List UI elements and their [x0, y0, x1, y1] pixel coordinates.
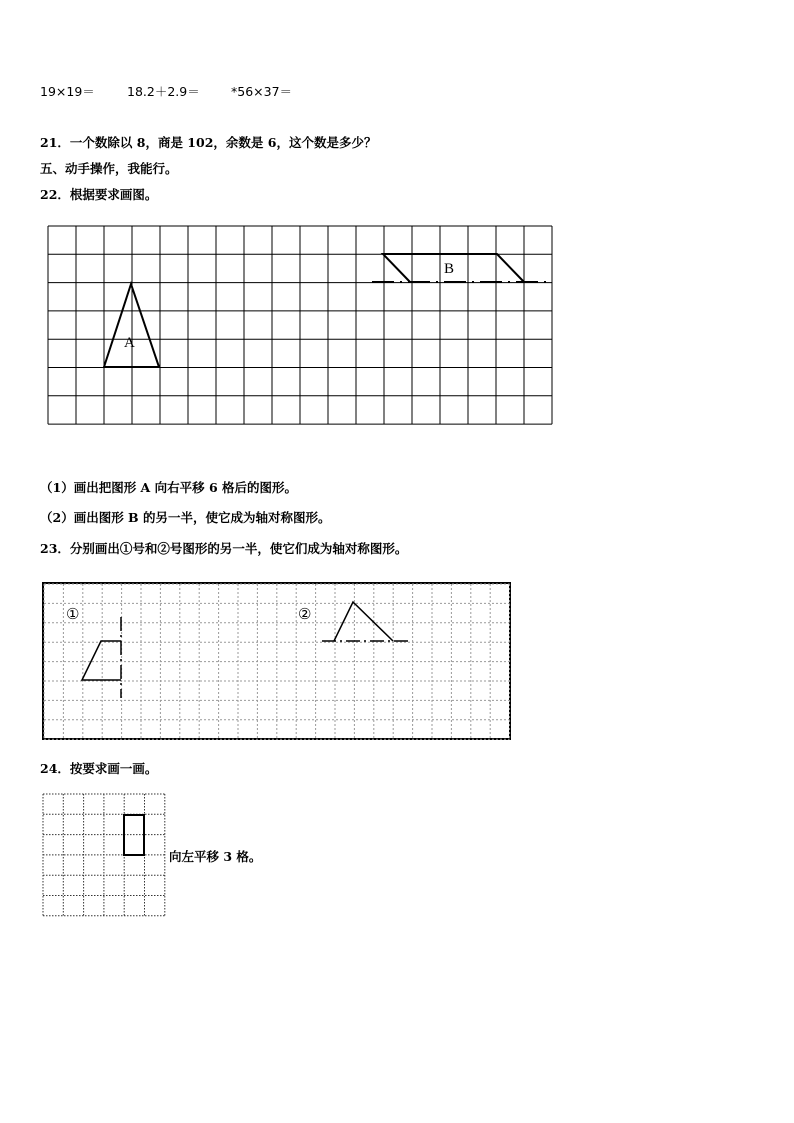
q23-dotted-grid — [44, 584, 510, 739]
triangle-a-label: A — [124, 335, 135, 351]
calc-item-3: *56×37＝ — [231, 84, 293, 99]
q22-task-2: （2）画出图形 B 的另一半，使它成为轴对称图形。 — [40, 510, 331, 525]
q24-instruction: 向左平移 3 格。 — [169, 849, 262, 864]
figure-b-label: B — [444, 261, 455, 277]
q24-dotted-grid — [43, 794, 165, 916]
calc-item-2: 18.2＋2.9＝ — [127, 84, 200, 99]
q23-figure-1-label: ① — [66, 607, 80, 623]
q23-figure-1 — [82, 641, 121, 680]
section-5-title: 五、动手操作，我能行。 — [40, 161, 178, 176]
q23-figure-2 — [334, 602, 393, 641]
q22-grid-lines — [48, 226, 552, 424]
q23-figure-2-label: ② — [298, 607, 312, 623]
question-24-title: 24．按要求画一画。 — [40, 761, 158, 776]
question-22-title: 22．根据要求画图。 — [40, 187, 158, 202]
calc-item-1: 19×19＝ — [40, 84, 95, 99]
question-21: 21．一个数除以 8，商是 102，余数是 6，这个数是多少？ — [40, 135, 377, 150]
question-23-title: 23．分别画出①号和②号图形的另一半，使它们成为轴对称图形。 — [40, 541, 408, 556]
q22-task-1: （1）画出把图形 A 向右平移 6 格后的图形。 — [40, 480, 298, 495]
